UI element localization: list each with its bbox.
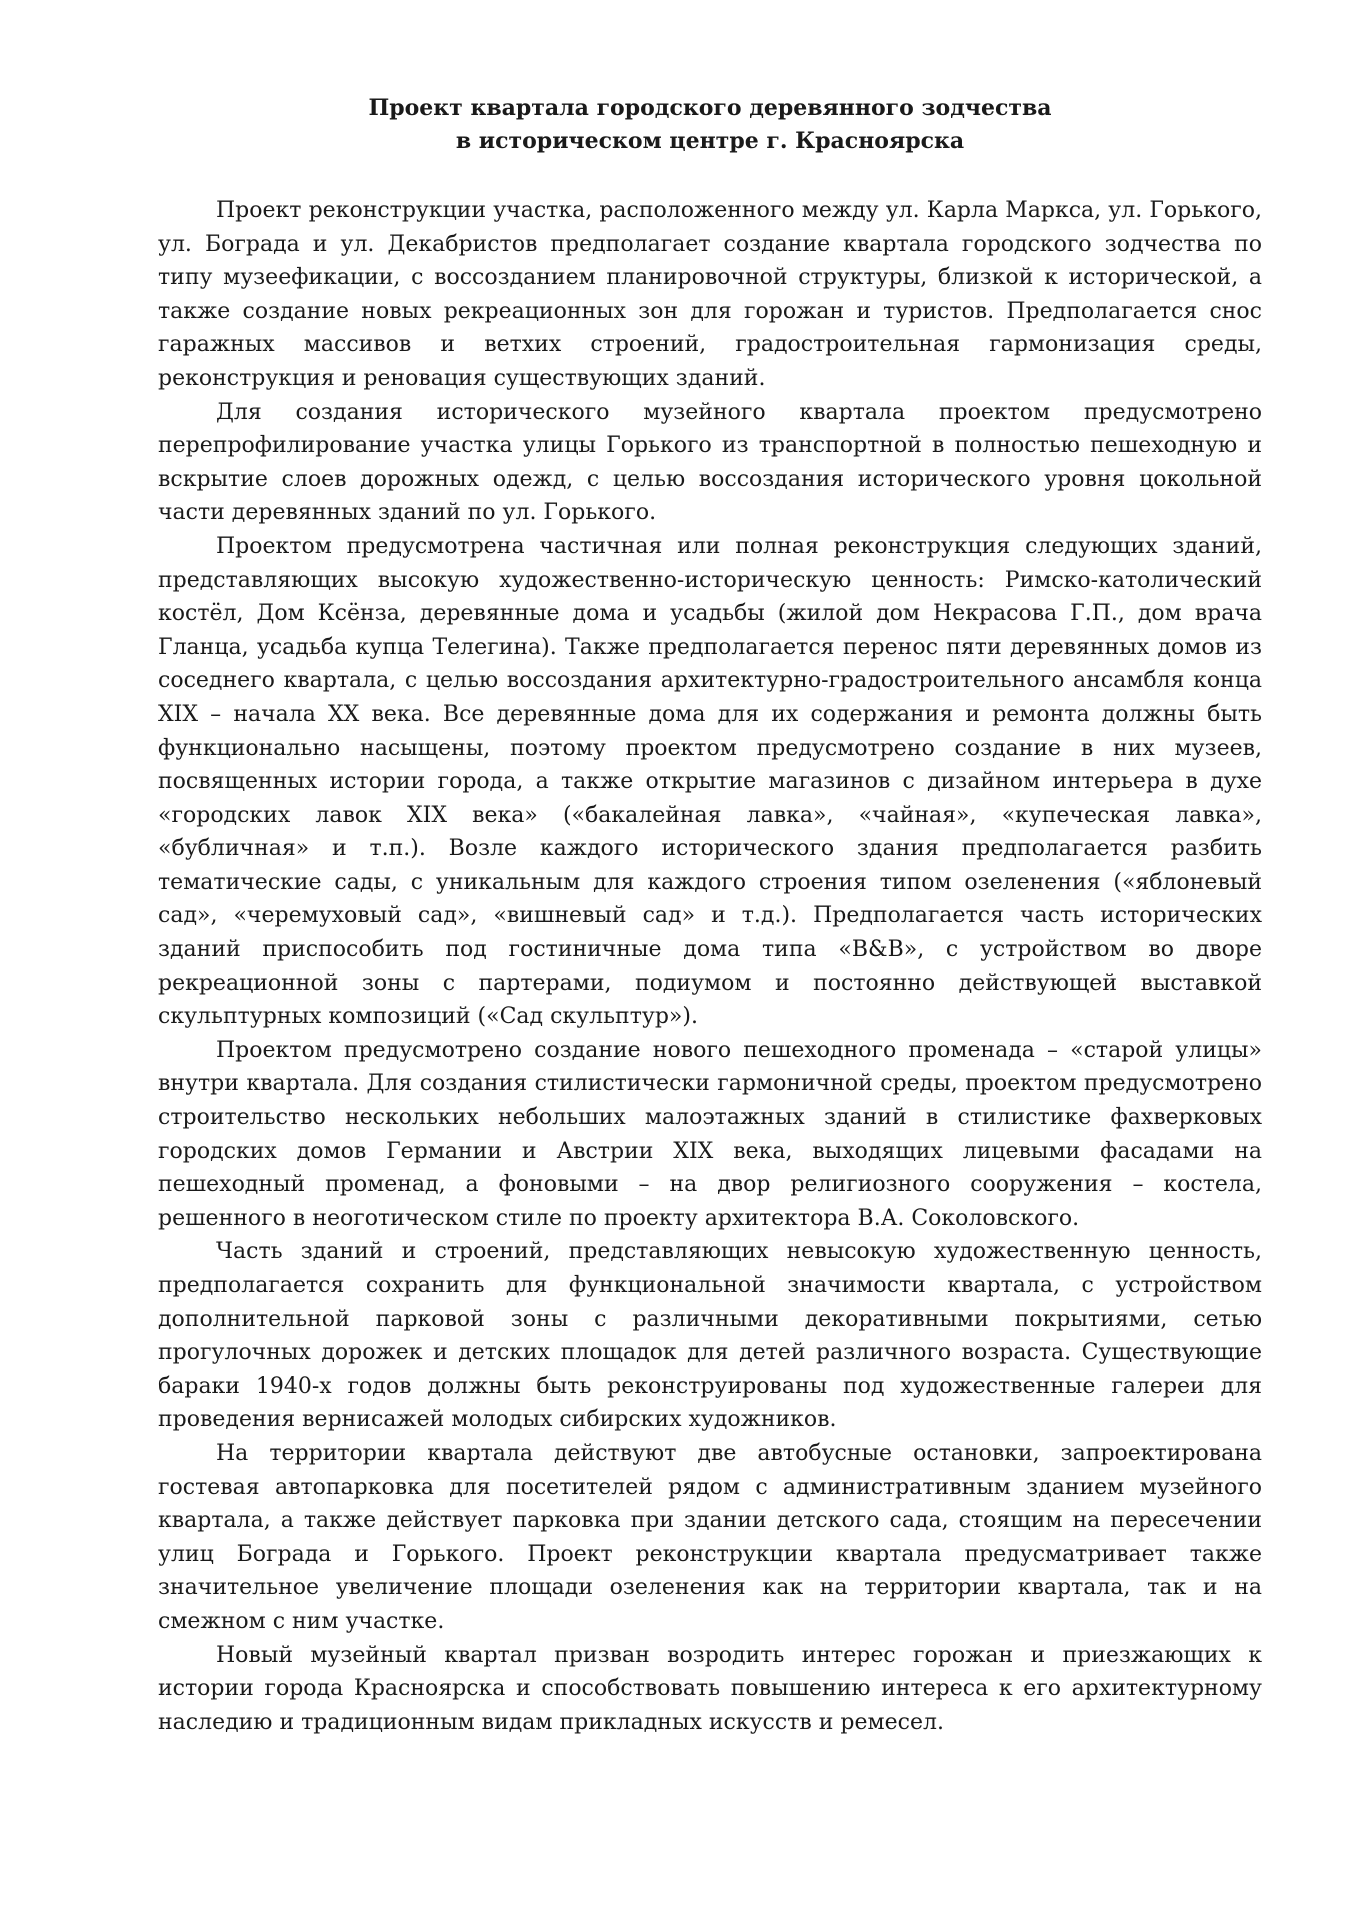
paragraph-1: Проект реконструкции участка, расположенного между ул. Карла Маркса, ул. Горького, ул. Бограда и ул. Декабристов предполагает создание квартала городского зодчества по типу музеефикации, с воссозданием планировочной структуры, близкой к исторической, а также создание новых рекреационных зон для горожан и туристов. Предполагается снос гаражных массивов и ветхих строений, градостроительная гармонизация среды, реконструкция и реновация существующих зданий. xyxy=(158,198,1262,391)
title-line-2: в историческом центре г. Красноярска xyxy=(455,128,965,154)
paragraph-5: Часть зданий и строений, представляющих невысокую художественную ценность, предполагается сохранить для функциональной значимости квартала, с устройством дополнительной парковой зоны с различными декоративными покрытиями, сетью прогулочных дорожек и детских площадок для детей различного возраста. Существующие бараки 1940-х годов должны быть реконструированы под художественные галереи для проведения вернисажей молодых сибирских художников. xyxy=(158,1239,1262,1433)
paragraph-4: Проектом предусмотрено создание нового пешеходного променада – «старой улицы» внутри квартала. Для создания стилистически гармоничной среды, проектом предусмотрено строительство нескольких небольших малоэтажных зданий в стилистике фахверковых городских домов Германии и Австрии XIX века, выходящих лицевыми фасадами на пешеходный променад, а фоновыми – на двор религиозного сооружения – костела, решенного в неоготическом стиле по проекту архитектора В.А. Соколовского. xyxy=(158,1037,1262,1231)
paragraph-7: Новый музейный квартал призван возродить интерес горожан и приезжающих к истории города Красноярска и способствовать повышению интереса к его архитектурному наследию и традиционным видам прикладных искусств и ремесел. xyxy=(158,1642,1262,1735)
document-page xyxy=(158,92,1262,1739)
document-title xyxy=(158,92,1262,158)
paragraph-3: Проектом предусмотрена частичная или полная реконструкция следующих зданий, представляющих высокую художественно-историческую ценность: Римско-католический костёл, Дом Ксёнза, деревянные дома и усадьбы (жилой дом Некрасова Г.П., дом врача Гланца, усадьба купца Телегина). Также предполагается перенос пяти деревянных домов из соседнего квартала, с целью воссоздания архитектурно-градостроительного ансамбля конца XIX – начала XX века. Все деревянные дома для их содержания и ремонта должны быть функционально насыщены, поэтому проектом предусмотрено создание в них музеев, посвященных истории города, а также открытие магазинов с дизайном интерьера в духе «городских лавок XIX века» («бакалейная лавка», «чайная», «купеческая лавка», «бубличная» и т.п.). Возле каждого исторического здания предполагается разбить тематические сады, с уникальным для каждого строения типом озеленения («яблоневый сад», «черемуховый сад», «вишневый сад» и т.д.). Предполагается часть исторических зданий приспособить под гостиничные дома типа «B&B», с устройством во дворе рекреационной зоны с партерами, подиумом и постоянно действующей выставкой скульптурных композиций («Сад скульптур»). xyxy=(158,533,1262,1030)
paragraph-2: Для создания исторического музейного квартала проектом предусмотрено перепрофилирование участка улицы Горького из транспортной в полностью пешеходную и вскрытие слоев дорожных одежд, с целью воссоздания исторического уровня цокольной части деревянных зданий по ул. Горького. xyxy=(158,399,1262,526)
title-line-1: Проект квартала городского деревянного зодчества xyxy=(368,95,1052,121)
paragraph-6: На территории квартала действуют две автобусные остановки, запроектирована гостевая автопарковка для посетителей рядом с административным зданием музейного квартала, а также действует парковка при здании детского сада, стоящим на пересечении улиц Бограда и Горького. Проект реконструкции квартала предусматривает также значительное увеличение площади озеленения как на территории квартала, так и на смежном с ним участке. xyxy=(158,1440,1262,1634)
